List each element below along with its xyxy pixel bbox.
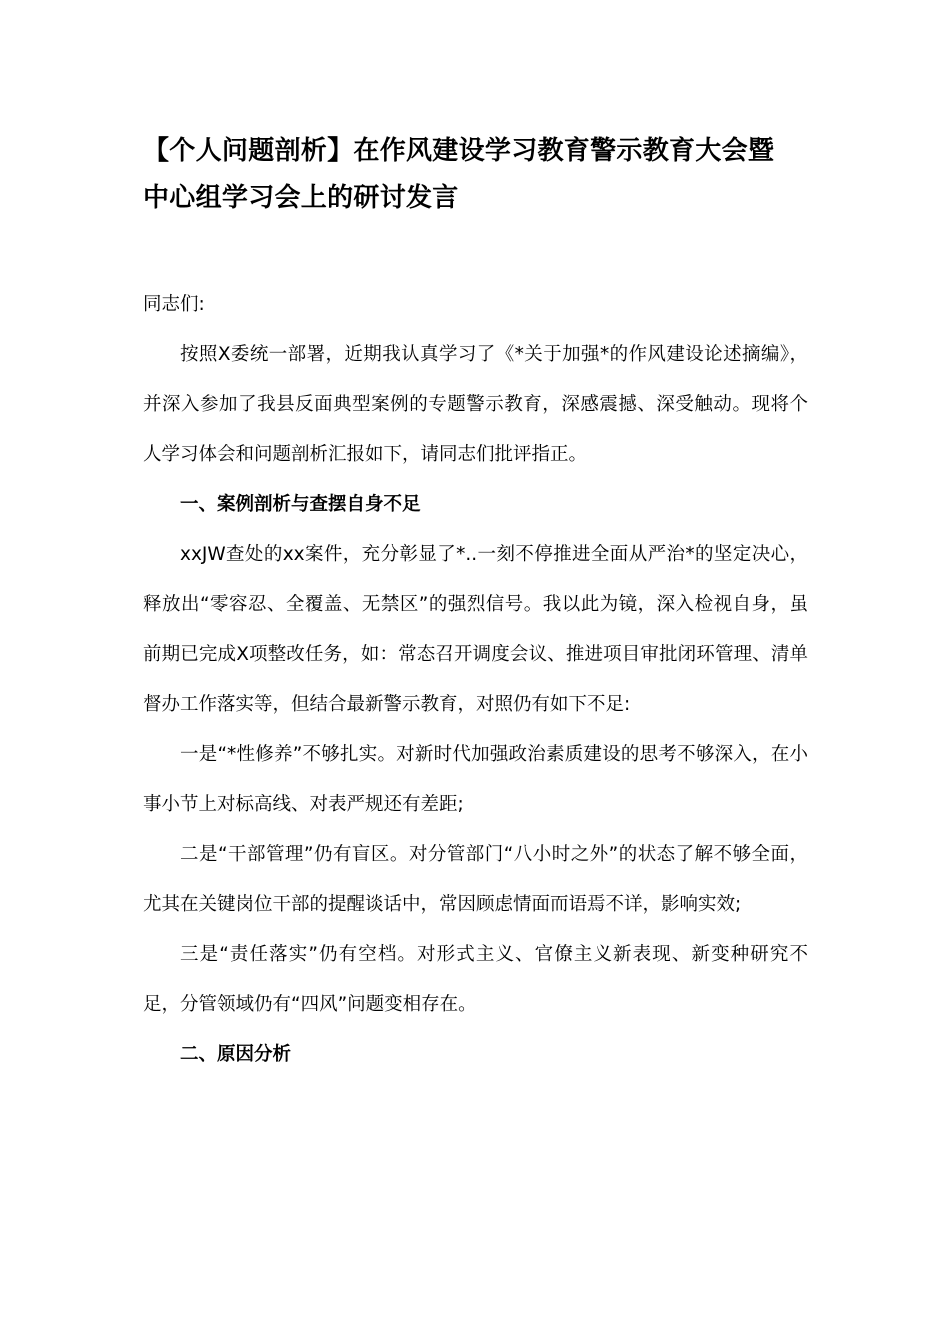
shortcoming-paragraph-1: 一是“*性修养”不够扎实。对新时代加强政治素质建设的思考不够深入，在小事小节上对标高线、对表严规还有差距; [143, 744, 808, 815]
shortcoming-paragraph-2: 二是“干部管理”仍有盲区。对分管部门“八小时之外”的状态了解不够全面，尤其在关键岗位干部的提醒谈话中，常因顾虑情面而语焉不详，影响实效; [143, 844, 808, 915]
document-title [143, 128, 813, 222]
title-line-2: 中心组学习会上的研讨发言 [143, 183, 459, 213]
section-heading-2: 二、原因分析 [180, 1044, 292, 1065]
shortcoming-paragraph-3: 三是“责任落实”仍有空档。对形式主义、官僚主义新表现、新变种研究不足，分管领域仍有“四风”问题变相存在。 [143, 944, 808, 1015]
intro-paragraph: 按照X委统一部署，近期我认真学习了《*关于加强*的作风建设论述摘编》，并深入参加了我县反面典型案例的专题警示教育，深感震撼、深受触动。现将个人学习体会和问题剖析汇报如下，请同志们批评指正。 [143, 344, 808, 465]
case-analysis-paragraph: xxJW查处的xx案件，充分彰显了*..一刻不停推进全面从严治*的坚定决心，释放出“零容忍、全覆盖、无禁区”的强烈信号。我以此为镜，深入检视自身，虽前期已完成X项整改任务，如：常态召开调度会议、推进项目审批闭环管理、清单督办工作落实等，但结合最新警示教育，对照仍有如下不足: [143, 544, 808, 715]
title-line-1: 【个人问题剖析】在作风建设学习教育警示教育大会暨 [143, 136, 775, 166]
section-heading-1: 一、案例剖析与查摆自身不足 [180, 494, 421, 515]
document-body [143, 280, 808, 1080]
salutation: 同志们: [143, 294, 205, 315]
